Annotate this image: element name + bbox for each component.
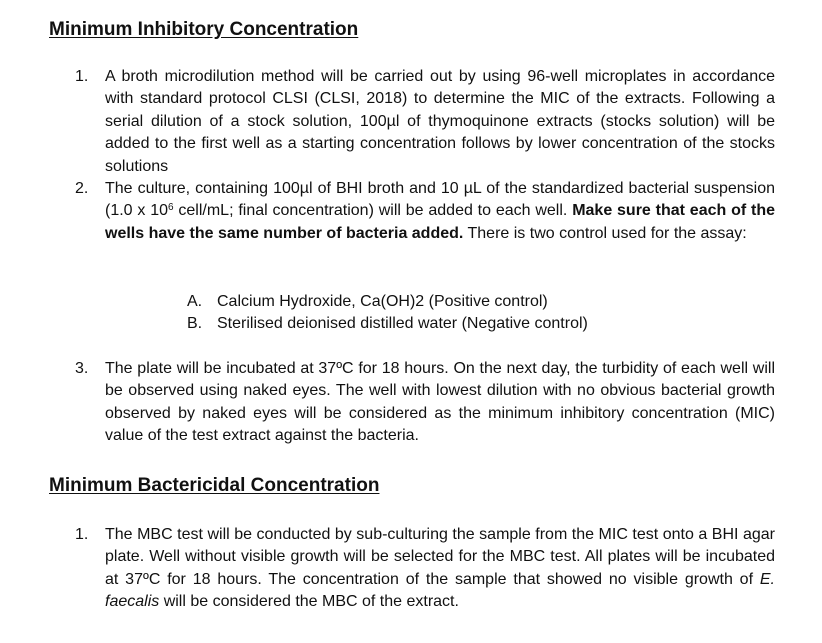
sub-list-item: [187, 291, 747, 313]
section-heading-mbc: Minimum Bactericidal Concentration: [49, 475, 380, 496]
sub-list-letter: A.: [187, 293, 203, 310]
sub-list-letter: B.: [187, 315, 203, 332]
list-item-text: [105, 524, 775, 614]
bold-note: Make sure that each of the wells have the same number of bacteria added.: [105, 202, 775, 242]
list-number: 1.: [75, 68, 89, 85]
list-item-text: [105, 178, 775, 245]
sub-list-item: [187, 313, 747, 335]
sub-list-item-text: Calcium Hydroxide, Ca(OH)2 (Positive control): [217, 293, 548, 310]
list-number: 3.: [75, 360, 89, 377]
list-item: [75, 66, 775, 178]
list-item: [75, 358, 775, 448]
text-segment: will be considered the MBC of the extract.: [159, 593, 459, 611]
superscript: 6: [168, 202, 174, 214]
list-number: 1.: [75, 526, 89, 543]
organism-name: E. faecalis: [105, 570, 775, 611]
sub-list-item-text: Sterilised deionised distilled water (Negative control): [217, 315, 588, 332]
list-item-text: The plate will be incubated at 37ºC for 18 hours. On the next day, the turbidity of each well will be observed using naked eyes. The well with lowest dilution with no obvious bacterial growth observed by naked eyes will be considered as the minimum inhibitory concentration (MIC) value of the test extract against the bacteria.: [105, 360, 775, 445]
list-item: [75, 178, 775, 245]
text-segment: The MBC test will be conducted by sub-culturing the sample from the MIC test onto a BHI agar plate. Well without visible growth will be selected for the MBC test. All plates will be incubated at 37ºC for 18 hours. The concentration of the sample that showed no visible growth of: [105, 526, 775, 588]
list-item-text: A broth microdilution method will be carried out by using 96-well microplates in accordance with standard protocol CLSI (CLSI, 2018) to determine the MIC of the extracts. Following a serial dilution of a stock solution, 100µl of thymoquinone extracts (stocks solution) will be added to the first well as a starting concentration follows by lower concentration of the stocks solutions: [105, 68, 775, 175]
list-number: 2.: [75, 180, 89, 197]
text-segment: The culture, containing 100µl of BHI broth and 10 µL of the standardized bacterial suspension (1.0 x 10: [105, 180, 775, 220]
list-item: [75, 524, 775, 614]
text-segment: cell/mL; final concentration) will be added to each well.: [173, 202, 573, 220]
section-heading-mic: Minimum Inhibitory Concentration: [49, 19, 359, 40]
text-segment: There is two control used for the assay:: [463, 224, 747, 242]
